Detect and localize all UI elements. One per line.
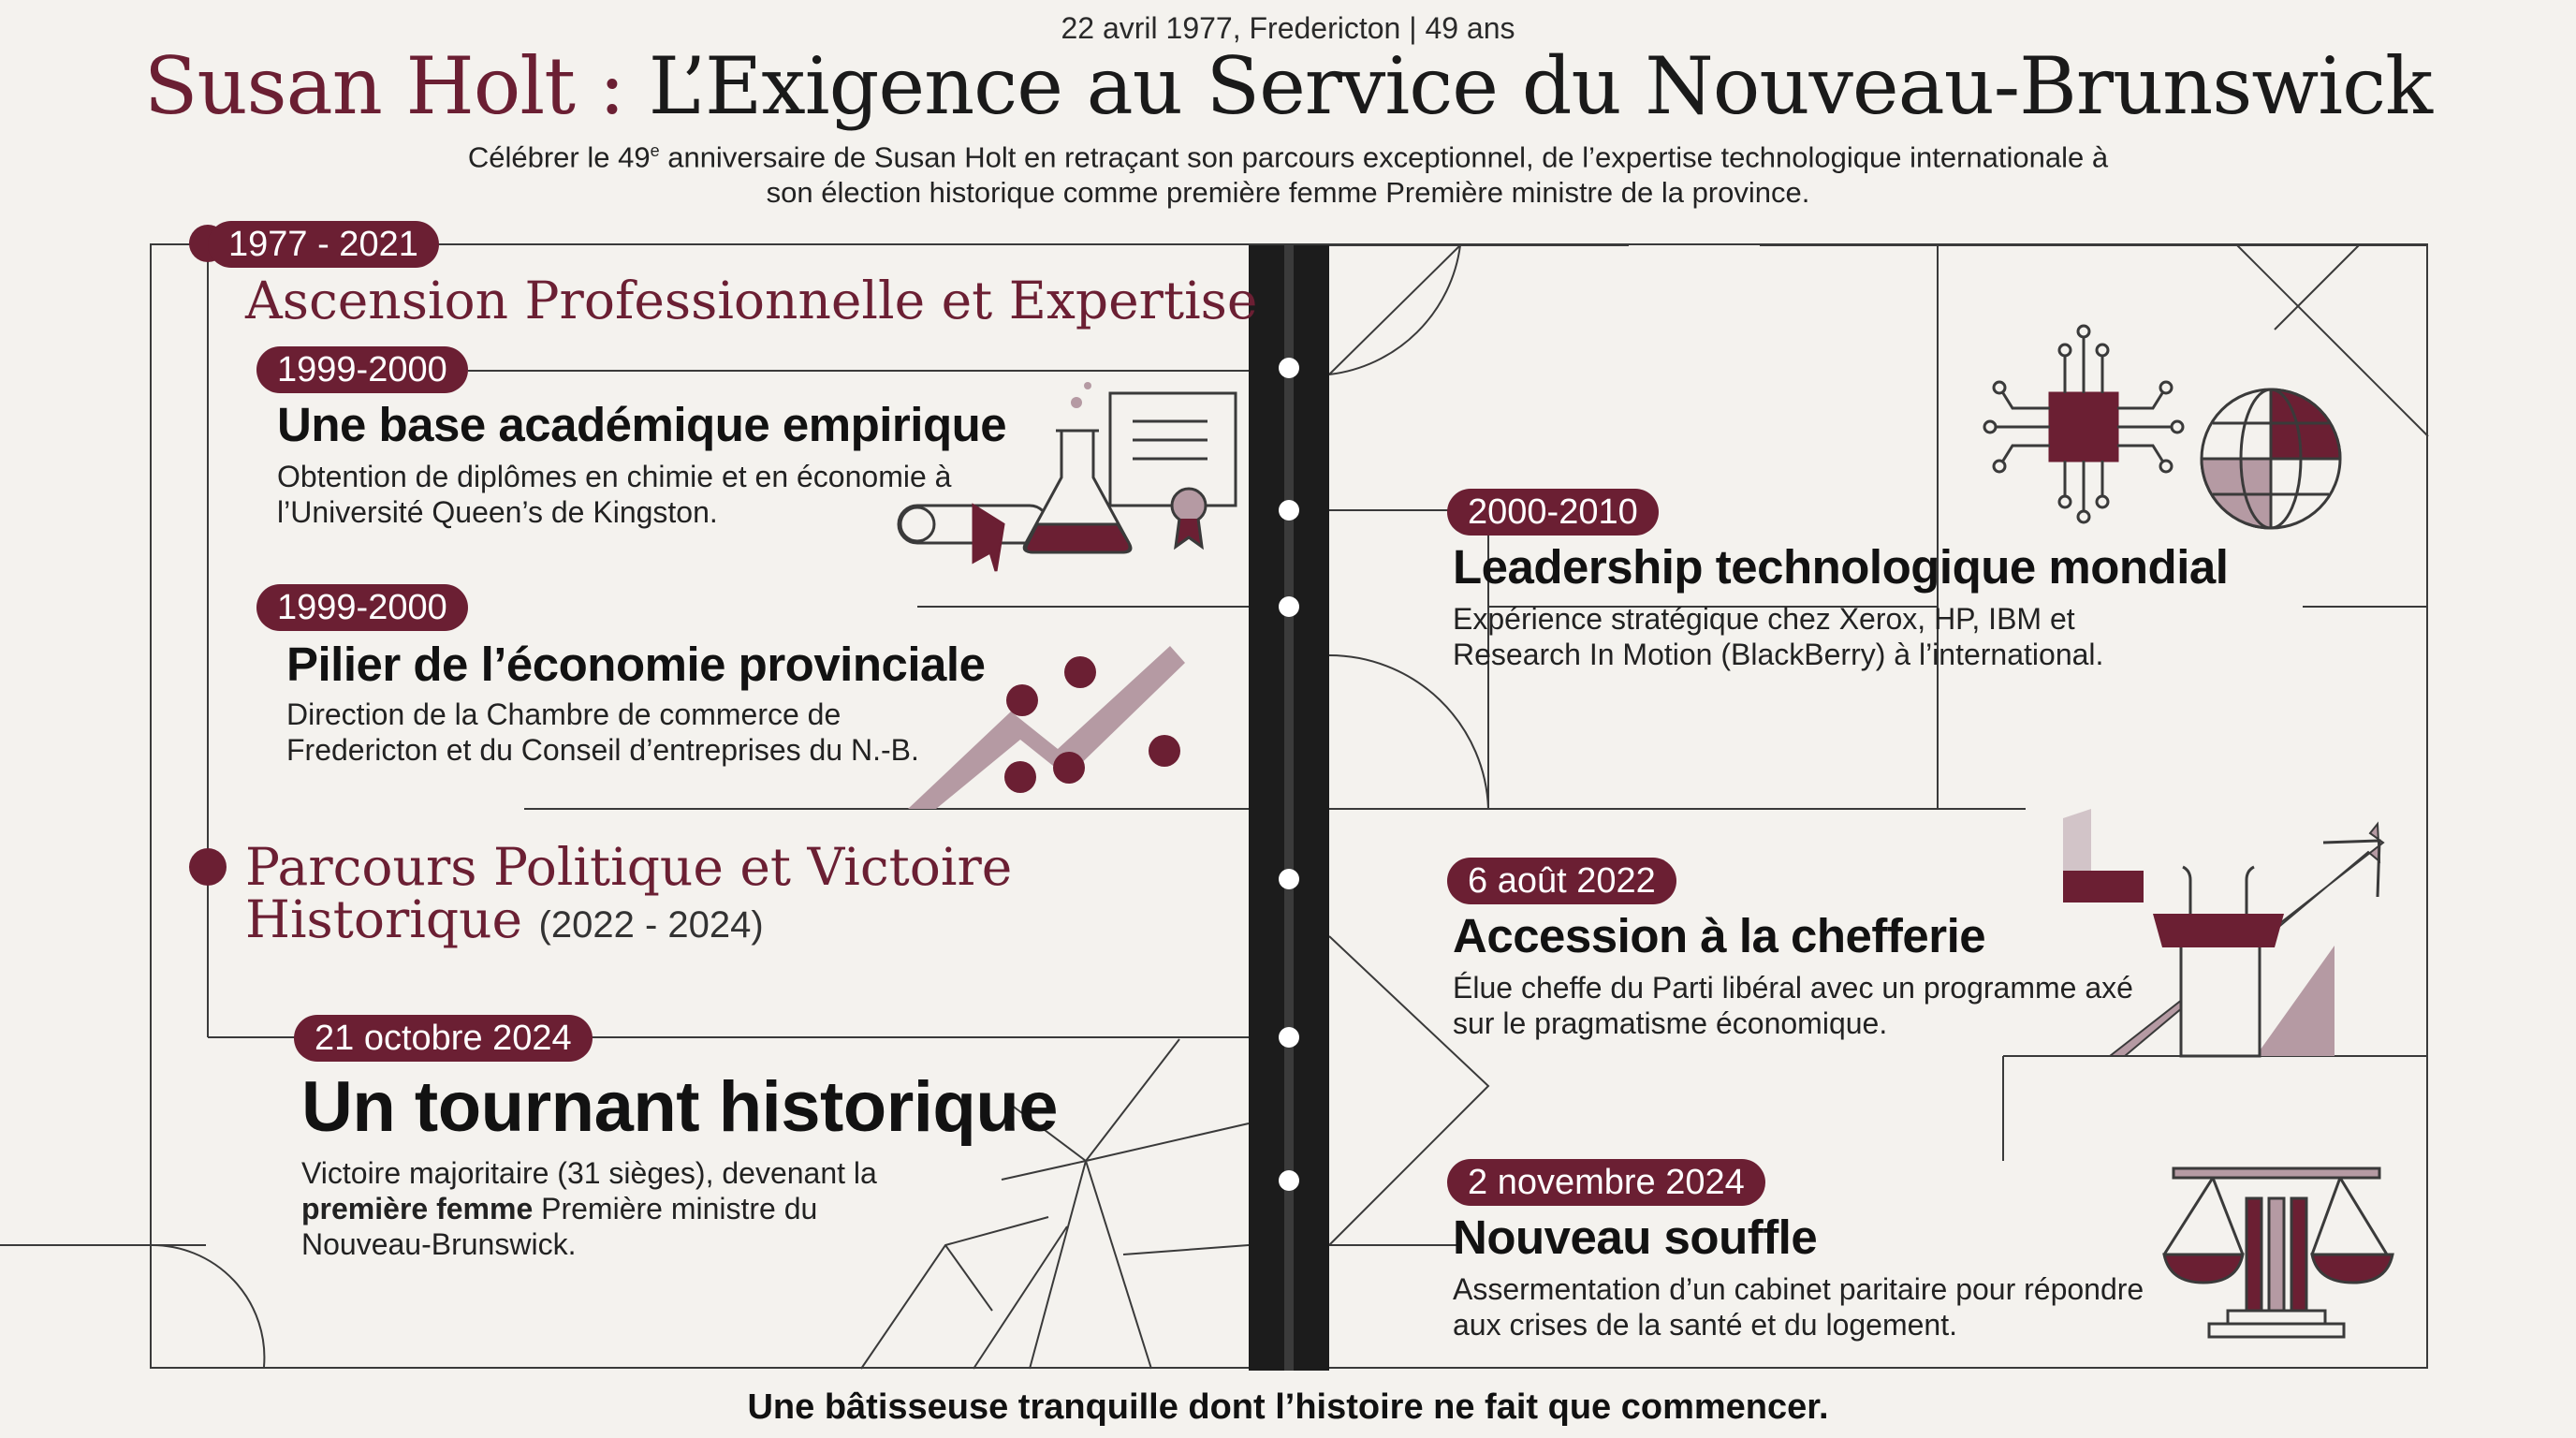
item-title: Leadership technologique mondial	[1453, 540, 2229, 594]
item-title: Une base académique empirique	[277, 398, 1007, 451]
item-description: Direction de la Chambre de commerce de Fredericton et du Conseil d’entreprises du N.-B.	[286, 697, 919, 767]
timeline-node	[1279, 596, 1299, 617]
birth-meta: 22 avril 1977, Fredericton | 49 ans	[1061, 11, 1515, 45]
timeline-spine-stripe	[1284, 245, 1294, 1371]
item-date-badge: 2 novembre 2024	[1447, 1159, 1765, 1206]
page-title	[0, 39, 2576, 133]
item-date-badge: 6 août 2022	[1447, 858, 1676, 904]
timeline-node	[1279, 869, 1299, 889]
item-title: Nouveau souffle	[1453, 1211, 1818, 1264]
item-title: Pilier de l’économie provinciale	[286, 638, 986, 691]
closing-statement: Une bâtisseuse tranquille dont l’histoire ne fait que commencer.	[747, 1387, 1829, 1427]
item-title: Accession à la chefferie	[1453, 909, 1986, 962]
item-date-badge: 1999-2000	[256, 584, 468, 631]
item-title-major: Un tournant historique	[301, 1067, 1059, 1147]
item-description: Expérience stratégique chez Xerox, HP, IBM et Research In Motion (BlackBerry) à l’international.	[1453, 602, 2104, 671]
item-date-badge: 2000-2010	[1447, 489, 1659, 536]
timeline-node	[1279, 358, 1299, 378]
title-rest: L’Exigence au Service du Nouveau-Brunswick	[648, 40, 2433, 132]
section1-years-badge: 1977 - 2021	[208, 221, 439, 268]
title-name: Susan Holt :	[143, 40, 624, 132]
section1-title: Ascension Professionnelle et Expertise	[245, 271, 1258, 330]
section2-title: Parcours Politique et Victoire Historique (2022 - 2024)	[245, 837, 1013, 949]
timeline-node	[1279, 1170, 1299, 1191]
item-date-badge: 21 octobre 2024	[294, 1015, 593, 1062]
item-description: Assermentation d’un cabinet paritaire pour répondre aux crises de la santé et du logement.	[1453, 1272, 2144, 1342]
item-description: Obtention de diplômes en chimie et en économie à l’Université Queen’s de Kingston.	[277, 460, 952, 529]
item-description: Élue cheffe du Parti libéral avec un programme axé sur le pragmatisme économique.	[1453, 971, 2133, 1040]
item-description: Victoire majoritaire (31 sièges), devenant la première femme Première ministre du Nouveau-Brunswick.	[301, 1156, 877, 1261]
page-subtitle: Célébrer le 49e anniversaire de Susan Holt en retraçant son parcours exceptionnel, de l’expertise technologique internationale à son élection historique comme première femme Première ministre de la province.	[467, 140, 2109, 210]
item-date-badge: 1999-2000	[256, 346, 468, 393]
timeline-node	[1279, 1027, 1299, 1048]
timeline-node	[1279, 500, 1299, 521]
section2-marker	[189, 848, 227, 886]
section2-years: (2022 - 2024)	[538, 904, 764, 946]
